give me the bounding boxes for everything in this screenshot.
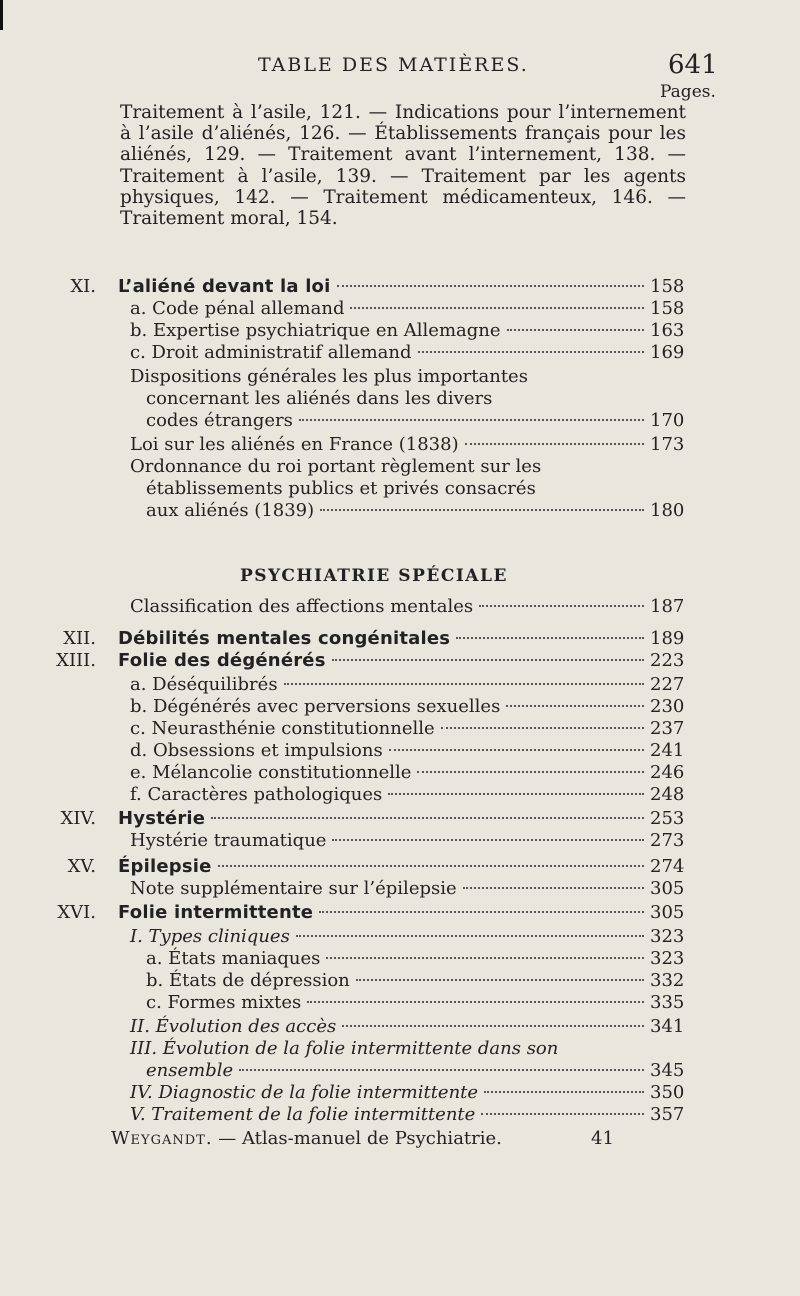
entry-page: 323 [650,948,685,969]
dot-leader [319,911,644,913]
toc-entry-xi-b[interactable] [130,320,690,342]
toc-entry-xv-1[interactable] [130,878,690,900]
entry-page: 189 [650,628,685,649]
toc-entry-xvi[interactable] [56,902,690,924]
dot-leader [463,887,644,889]
page-footer [111,1128,614,1149]
footer-author: Weygandt. [111,1128,213,1149]
dot-leader [441,727,644,729]
entry-page: 158 [650,298,685,319]
page-edge-mark [0,0,3,30]
entry-page: 305 [650,902,685,923]
toc-entry-xiv-1[interactable] [130,830,690,852]
chapter-number: XVI. [57,902,96,923]
toc-entry-xiii-f[interactable] [130,784,690,806]
dot-leader [456,637,644,639]
entry-page: 345 [650,1060,685,1081]
dot-leader [342,1025,644,1027]
entry-title: L’aliéné devant la loi [118,276,331,297]
pages-column-label: Pages. [660,82,716,102]
entry-title: II. Évolution des accès [130,1016,337,1037]
entry-title: b. Expertise psychiatrique en Allemagne [130,320,501,341]
dot-leader [337,285,645,287]
entry-page: 357 [650,1104,685,1125]
dot-leader [284,683,644,685]
toc-entry-loi-1838[interactable] [130,434,690,456]
entry-page: 253 [650,808,685,829]
toc-entry-xiv[interactable] [56,808,690,830]
entry-title: aux aliénés (1839) [146,500,315,521]
toc-entry-xv[interactable] [56,856,690,878]
dot-leader [218,865,644,867]
entry-title: Hystérie traumatique [130,830,327,851]
dot-leader [479,605,644,607]
dot-leader [481,1113,644,1115]
entry-page: 230 [650,696,685,717]
entry-page: 273 [650,830,685,851]
entry-page: 187 [650,596,685,617]
chapter-number: XII. [63,628,96,649]
toc-entry-xvi-iv[interactable] [130,1082,690,1104]
entry-page: 305 [650,878,685,899]
dot-leader [506,705,644,707]
dot-leader [389,749,644,751]
chapter-number: XIII. [56,650,96,671]
dot-leader [417,771,644,773]
entry-continuation: Ordonnance du roi portant règlement sur les [130,456,542,477]
entry-title: a. Code pénal allemand [130,298,345,319]
dot-leader [211,817,644,819]
toc-entry-xvi-i-a[interactable] [146,948,690,970]
entry-page: 241 [650,740,685,761]
dot-leader [388,793,644,795]
entry-page: 158 [650,276,685,297]
entry-page: 350 [650,1082,685,1103]
dot-leader [356,979,644,981]
entry-page: 227 [650,674,685,695]
entry-title: codes étrangers [146,410,293,431]
entry-title: Loi sur les aliénés en France (1838) [130,434,459,455]
toc-entry-xvi-i-c[interactable] [146,992,690,1014]
dot-leader [465,443,644,445]
entry-page: 169 [650,342,685,363]
page-number: 641 [668,50,718,80]
entry-title: Folie intermittente [118,902,314,923]
dot-leader [507,329,644,331]
entry-page: 332 [650,970,685,991]
entry-title: a. Déséquilibrés [130,674,278,695]
toc-entry-xvi-i-b[interactable] [146,970,690,992]
entry-title: Débilités mentales congénitales [118,628,451,649]
entry-title: e. Mélancolie constitutionnelle [130,762,412,783]
entry-page: 223 [650,650,685,671]
entry-title: b. États de dépression [146,970,350,991]
toc-entry-ordonnance[interactable] [146,500,690,522]
toc-entry-xvi-iii[interactable] [146,1060,690,1082]
entry-title: ensemble [146,1060,234,1081]
dot-leader [350,307,644,309]
dot-leader [239,1069,644,1071]
entry-title: b. Dégénérés avec perversions sexuelles [130,696,501,717]
entry-page: 170 [650,410,685,431]
entry-page: 237 [650,718,685,739]
entry-title: c. Formes mixtes [146,992,302,1013]
dot-leader [484,1091,644,1093]
entry-title: IV. Diagnostic de la folie intermittente [130,1082,479,1103]
dot-leader [307,1001,644,1003]
toc-entry-xiii-b[interactable] [130,696,690,718]
entry-title: Classification des affections mentales [130,596,474,617]
dot-leader [320,509,644,511]
entry-title: I. Types cliniques [130,926,290,947]
entry-title: c. Droit administratif allemand [130,342,412,363]
toc-entry-xiii[interactable] [56,650,690,672]
toc-entry-dispositions[interactable] [146,410,690,432]
toc-entry-xiii-d[interactable] [130,740,690,762]
toc-entry-xvi-v[interactable] [130,1104,690,1126]
dot-leader [418,351,644,353]
entry-title: f. Caractères pathologiques [130,784,383,805]
chapter-number: XV. [67,856,96,877]
entry-title: a. États maniaques [146,948,321,969]
entry-page: 323 [650,926,685,947]
entry-page: 180 [650,500,685,521]
entry-page: 163 [650,320,685,341]
entry-continuation: concernant les aliénés dans les divers [146,388,493,409]
toc-entry-xi-a[interactable] [130,298,690,320]
entry-title: c. Neurasthénie constitutionnelle [130,718,435,739]
toc-entry-xii[interactable] [56,628,690,650]
footer-work-title: — Atlas-manuel de Psychiatrie. [212,1128,502,1149]
toc-entry-xi-c[interactable] [130,342,690,364]
chapter-number: XIV. [60,808,96,829]
entry-page: 173 [650,434,685,455]
entry-page: 246 [650,762,685,783]
entry-page: 341 [650,1016,685,1037]
entry-continuation: Dispositions générales les plus importantes [130,366,528,387]
dot-leader [332,839,644,841]
running-title: TABLE DES MATIÈRES. [258,54,529,76]
signature-number: 41 [591,1128,614,1149]
entry-title: Hystérie [118,808,206,829]
toc-entry-xi[interactable] [56,276,690,298]
section-heading: PSYCHIATRIE SPÉCIALE [240,566,508,586]
intro-paragraph: Traitement à l’asile, 121. — Indications pour l’internement à l’asile d’aliénés, 126. — Établissements français pour les aliénés, 129. — Traitement avant l’internement, 138. — Traitement à l’asile, 139. — Traitement par les agents physiques, 142. — Traitement médicamenteux, 146. — Traitement moral, 154. [120,102,686,230]
toc-entry-xiii-c[interactable] [130,718,690,740]
toc-entry-xvi-i[interactable] [130,926,690,948]
entry-title: V. Traitement de la folie intermittente [130,1104,476,1125]
entry-title: Note supplémentaire sur l’épilepsie [130,878,457,899]
dot-leader [326,957,644,959]
dot-leader [296,935,644,937]
toc-entry-classification[interactable] [130,596,690,618]
entry-continuation: établissements publics et privés consacrés [146,478,536,499]
entry-continuation: III. Évolution de la folie intermittente dans son [130,1038,559,1059]
toc-entry-xvi-ii[interactable] [130,1016,690,1038]
entry-title: Folie des dégénérés [118,650,326,671]
toc-entry-xiii-a[interactable] [130,674,690,696]
dot-leader [299,419,644,421]
chapter-number: XI. [70,276,96,297]
dot-leader [332,659,644,661]
toc-entry-xiii-e[interactable] [130,762,690,784]
entry-page: 248 [650,784,685,805]
entry-page: 274 [650,856,685,877]
entry-title: d. Obsessions et impulsions [130,740,383,761]
entry-page: 335 [650,992,685,1013]
entry-title: Épilepsie [118,856,212,877]
